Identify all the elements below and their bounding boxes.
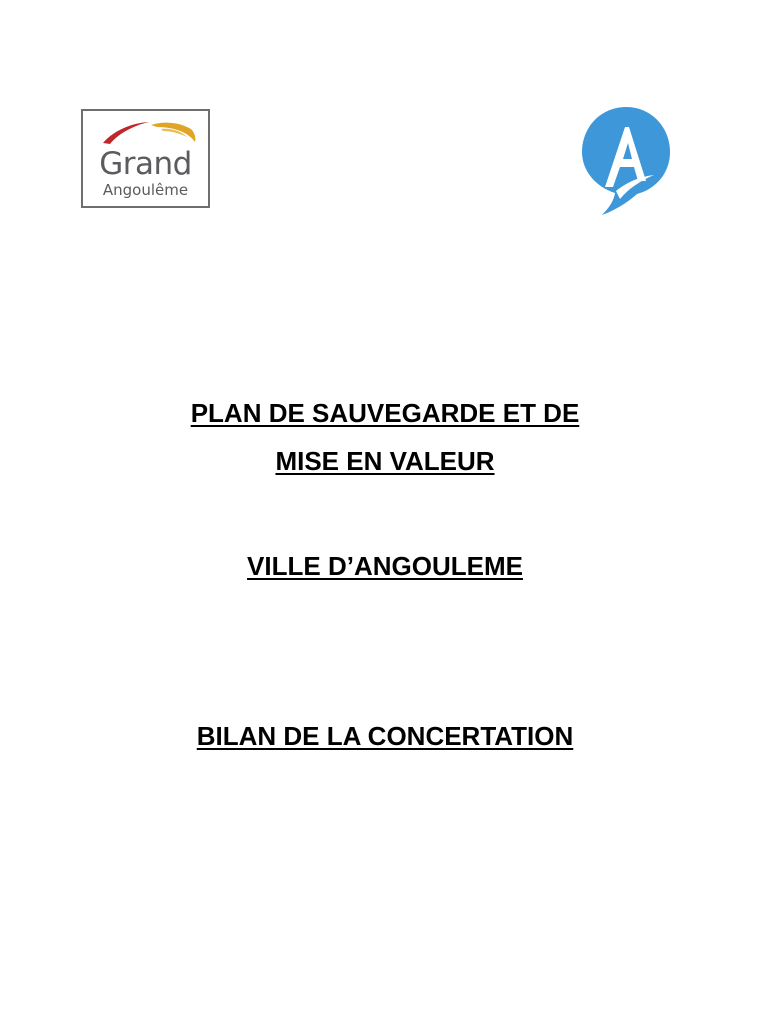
document-section-heading (0, 712, 770, 760)
title-line-1: PLAN DE SAUVEGARDE ET DE (190, 398, 580, 428)
subtitle-text: VILLE D’ANGOULEME (247, 551, 523, 581)
document-subtitle (0, 542, 770, 590)
angouleme-a-logo-icon (580, 103, 672, 217)
logo-word-angouleme: Angoulême (102, 181, 189, 199)
section-heading-text: BILAN DE LA CONCERTATION (196, 721, 574, 751)
logo-word-grand: Grand (99, 146, 192, 182)
grand-angouleme-logo (81, 109, 210, 208)
title-line-2: MISE EN VALEUR (275, 446, 495, 476)
document-title (0, 389, 770, 485)
